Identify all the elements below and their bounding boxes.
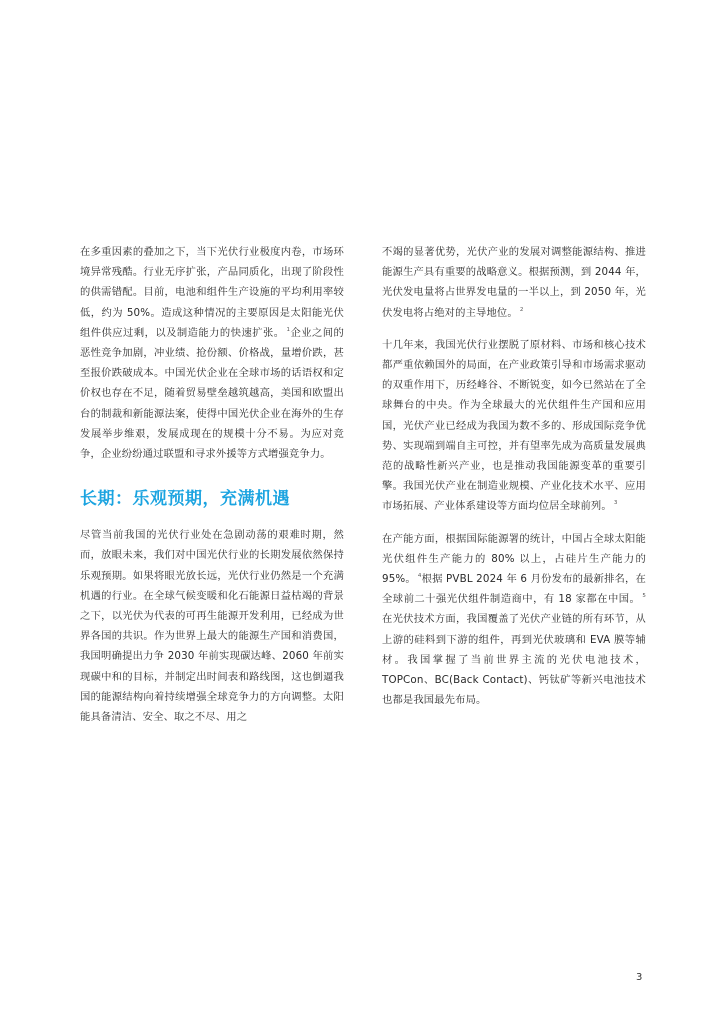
text-run: 企业之间的恶性竞争加剧，冲业绩、抢份额、价格战，量增价跌，甚至报价跌破成本。中国光伏企业在全球市场的话语权和定价权也存在不足，随着贸易壁垒越筑越高，美国和欧盟出台的制裁和新能源法案，使得中国光伏企业在海外的生存发展举步维艰，发展成现在的规模十分不易。为应对竞争，企业纷纷通过联盟和寻求外援等方式增强竞争力。 [80, 326, 344, 461]
footnote-ref: 1 [286, 326, 291, 333]
text-run: 根据 PVBL 2024 年 6 月份发布的最新排名，在全球前二十强光伏组件制造商中，有 18 家都在中国。 [382, 573, 646, 606]
text-run: 在光伏技术方面，我国覆盖了光伏产业链的所有环节，从上游的硅料到下游的组件，再到光伏玻璃和 EVA 膜等辅材。我国掌握了当前世界主流的光伏电池技术，TOPCon、BC(Back Contact)、钙钛矿等新兴电池技术也都是我国最先布局。 [382, 613, 646, 707]
text-run: 在产能方面，根据国际能源署的统计，中国占全球太阳能光伏组件生产能力的 80% 以上，占硅片生产能力的 95%。 [382, 532, 646, 586]
left-column [80, 242, 344, 739]
text-run: 尽管当前我国的光伏行业处在急剧动荡的艰难时期，然而，放眼未来，我们对中国光伏行业的长期发展依然保持乐观预期。如果将眼光放长远，光伏行业仍然是一个充满机遇的行业。在全球气候变暖和化石能源日益枯竭的背景之下，以光伏为代表的可再生能源开发利用，已经成为世界各国的共识。作为世界上最大的能源生产国和消费国，我国明确提出力争 2030 年前实现碳达峰、2060 年前实现碳中和的目标，并制定出时间表和路线图，这也倒逼我国的能源结构向着持续增强全球竞争力的方向调整。太阳能具备清洁、安全、取之不尽、用之 [80, 529, 344, 724]
footnote-ref: 4 [417, 573, 422, 580]
text-run: 十几年来，我国光伏行业摆脱了原材料、市场和核心技术都严重依赖国外的局面，在产业政策引导和市场需求驱动的双重作用下，历经峰谷、不断锐变，如今已然站在了全球舞台的中央。作为全球最大的光伏组件生产国和应用国，光伏产业已经成为我国为数不多的、形成国际竞争优势、实现端到端自主可控，并有望率先成为高质量发展典范的战略性新兴产业，也是推动我国能源变革的重要引擎。我国光伏产业在制造业规模、产业化技术水平、应用市场拓展、产业体系建设等方面均位居全球前列。 [382, 338, 646, 513]
text-run: 不竭的显著优势，光伏产业的发展对调整能源结构、推进能源生产具有重要的战略意义。根据预测，到 2044 年，光伏发电量将占世界发电量的一半以上，到 2050 年，光伏发电将占绝对的主导地位。 [382, 246, 646, 319]
paragraph [382, 242, 646, 323]
footnote-ref: 3 [613, 500, 618, 507]
right-column [382, 242, 646, 722]
page-number: 3 [636, 972, 643, 983]
paragraph [382, 529, 646, 711]
text-run: 在多重因素的叠加之下，当下光伏行业极度内卷，市场环境异常残酷。行业无序扩张，产品同质化，出现了阶段性的供需错配。目前，电池和组件生产设施的平均利用率较低，约为 50%。造成这种情况的主要原因是太阳能光伏组件供应过剩，以及制造能力的快速扩张。 [80, 246, 344, 339]
paragraph [80, 525, 344, 727]
paragraph [80, 242, 344, 464]
footnote-ref: 5 [642, 593, 646, 600]
paragraph [382, 335, 646, 517]
footnote-ref: 2 [519, 306, 524, 313]
section-heading: 长期：乐观预期，充满机遇 [80, 489, 290, 510]
